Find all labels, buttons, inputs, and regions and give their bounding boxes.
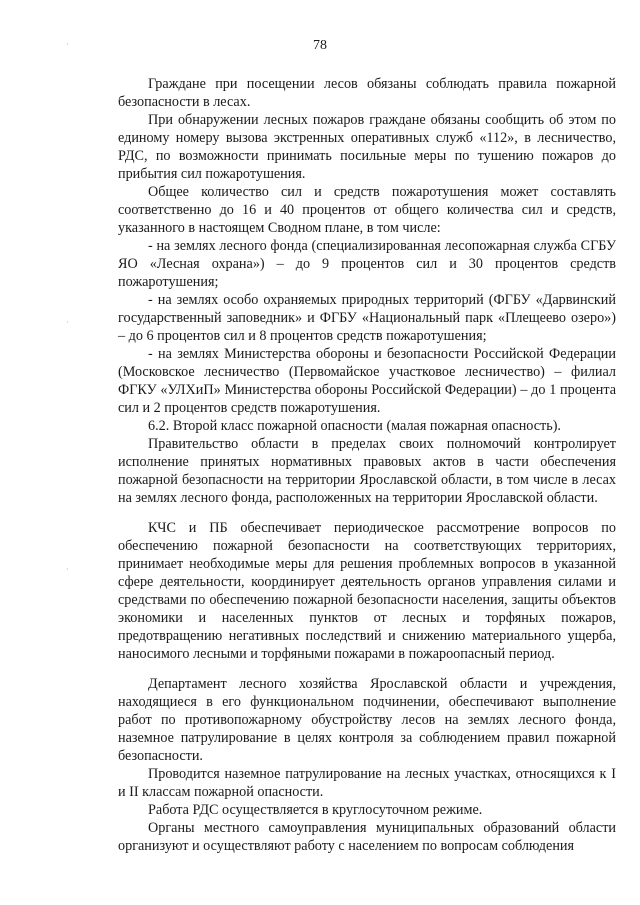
paragraph: При обнаружении лесных пожаров граждане обязаны сообщить об этом по единому номеру вызова экстренных оперативных служб «112», в лесничество, РДС, по возможности принимать посильные меры по тушению пожаров до прибытия сил пожаротушения. xyxy=(118,112,616,182)
paragraph: Департамент лесного хозяйства Ярославской области и учреждения, находящиеся в его функциональном подчинении, обеспечивают выполнение работ по противопожарному обустройству лесов на землях лесного фонда, наземное патрулирование в целях контроля за соблюдением правил пожарной безопасности. xyxy=(118,676,616,764)
list-item: - на землях особо охраняемых природных территорий (ФГБУ «Дарвинский государственный заповедник» и ФГБУ «Национальный парк «Плещеево озеро») – до 6 процентов сил и 8 процентов средств пожаротушения; xyxy=(118,292,616,344)
paragraph: Общее количество сил и средств пожаротушения может составлять соответственно до 16 и 40 процентов от общего количества сил и средств, указанного в настоящем Сводном плане, в том числе: xyxy=(118,184,616,236)
paragraph: Работа РДС осуществляется в круглосуточном режиме. xyxy=(148,802,483,818)
paragraph: КЧС и ПБ обеспечивает периодическое рассмотрение вопросов по обеспечению пожарной безопасности на соответствующих территориях, принимает необходимые меры для решения проблемных вопросов в указанной сфере деятельности, координирует деятельность органов управления силами и средствами по обеспечению пожарной безопасности населения, защиты объектов экономики и населенных пунктов от лесных и торфяных пожаров, предотвращению негативных последствий и снижению материального ущерба, наносимого лесными и торфяными пожарами в пожароопасный период. xyxy=(118,520,616,662)
section-heading: 6.2. Второй класс пожарной опасности (малая пожарная опасность). xyxy=(148,418,561,434)
list-item: - на землях Министерства обороны и безопасности Российской Федерации (Московское лесничество (Первомайское участковое лесничество) – филиал ФГКУ «УЛХиП» Министерства обороны Российской Федерации) – до 1 процента сил и 2 процентов средств пожаротушения. xyxy=(118,346,616,416)
paragraph: Органы местного самоуправления муниципальных образований области организуют и осуществляют работу с населением по вопросам соблюдения xyxy=(118,820,616,854)
body-text xyxy=(118,75,616,855)
margin-mark: · xyxy=(66,318,69,327)
paragraph: Проводится наземное патрулирование на лесных участках, относящихся к I и II классам пожарной опасности. xyxy=(118,766,616,800)
paragraph: Правительство области в пределах своих полномочий контролирует исполнение принятых нормативных правовых актов в части обеспечения пожарной безопасности на территории Ярославской области, в том числе в лесах на землях лесного фонда, расположенных на территории Ярославской области. xyxy=(118,436,616,506)
margin-mark: · xyxy=(66,40,69,49)
margin-mark: · xyxy=(66,565,69,574)
page-number: 78 xyxy=(313,38,327,53)
paragraph: Граждане при посещении лесов обязаны соблюдать правила пожарной безопасности в лесах. xyxy=(118,76,616,110)
list-item: - на землях лесного фонда (специализированная лесопожарная служба СГБУ ЯО «Лесная охрана») – до 9 процентов сил и 30 процентов средств пожаротушения; xyxy=(118,238,616,290)
